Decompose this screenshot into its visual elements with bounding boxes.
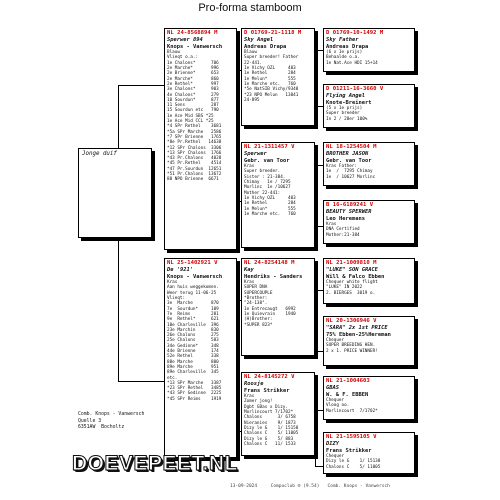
info-line: 1e Quievrain 1940 [244,311,296,317]
info-line: *23 SPr Rethel 3485 [167,386,222,392]
pigeon-name: Roosje [244,381,264,387]
breeder-name: 75% Ebben-25%Hereman [326,331,391,338]
info-line: 1e / 7295 Chimay [326,169,373,175]
info-line: Morlincourt 7/1702* [326,408,378,414]
breeder-name: Knote-Breinert [326,99,372,106]
info-line: Dgbt GBas x Dizy. [244,404,288,410]
ring-number: NL 20-1306946 V [326,318,377,324]
info-line: 1e Entrecaugt 6992 [244,306,296,312]
info-line: 7e Sourdun* 109 [167,306,219,312]
info-line: Kras Father: [326,164,358,170]
pigeon-name: Flying Angel [326,93,365,99]
info-line: (6 x 1e prijs) [326,50,363,56]
mother-box [164,258,237,458]
ring-number: NL 21-1009810 M [326,260,377,266]
info-line: *8e Pr.Rethel 14638 [167,140,222,146]
info-line: 1e Rethel 284 [244,201,296,207]
mother-sire-box [241,258,315,356]
info-line: SUPER DNA [244,285,268,291]
info-line: 89e Charleville 345 [167,370,219,376]
subject-name: Jonge duif [82,151,117,157]
father-sire-box [241,28,315,126]
info-line: Kras [326,222,337,228]
info-line: "24-138". [244,301,268,307]
owner-line: 6351AW Bocholtz [78,425,125,430]
info-line: *7 SPr Brienne 1765 [167,134,222,140]
info-line: Mother:21-384 [326,232,360,238]
info-line: 52e Rethel 338 [167,354,219,360]
breeder-name: W. & F. EBBEN [326,391,369,398]
info-line: *13 SPr Chalons 1766 [167,150,222,156]
info-line: 10 Sourdun* 877 [167,97,219,103]
info-line: 1e Melun* 555 [244,76,296,82]
owner-line: Quelle 3 [78,418,102,424]
info-line: 88e Marche 800 [167,359,219,365]
info-line: Kras [244,280,255,286]
info-line: 34e Gedinne* 348 [167,343,219,349]
info-line: 44e Brienne 174 [167,349,219,355]
page-title: Pro-forma stamboom [198,2,302,14]
info-line: Super breeder [326,111,360,117]
ring-number: D 01769-10-1492 M [326,30,384,36]
fm-dam-box [323,200,415,244]
info-line: 1e Vichy OZL 403 [244,66,296,72]
info-line: Zomer jong! [244,399,273,405]
info-line: 22-441. [244,60,263,66]
ring-number: NL 24-8145272 V [244,374,295,380]
info-line: SUPERCOUPLE [244,290,273,296]
ring-number: D 01769-21-1118 M [244,30,302,36]
ring-number: NL 21-1311457 V [244,144,295,150]
info-line: Morlincourt 7/1702* [244,410,294,416]
info-line: Super breeder! Father [244,55,299,61]
info-line: 1e Rethel 284 [244,71,296,77]
info-line: 15 Sourdun etc 790 [167,108,219,114]
info-line: Morlinc 1e /10627 [244,185,291,191]
info-line: Vloog oo. [326,403,350,409]
info-line: 2e Marche* 996 [167,66,219,72]
info-line: Dizy le G 1/ 15158 [244,425,299,431]
breeder-name: Hendriks - Sanders [244,273,303,280]
info-line: SUPER BREEDING HEN. [326,343,376,349]
info-line: Chalons 3/ 6758 [244,415,296,421]
info-line: 26e Chalons 275 [167,333,219,339]
pigeon-name: Sky Angel [244,37,274,43]
info-line: 2e Brienne* 653 [167,71,219,77]
pigeon-name: BEAUTY SPERWER [326,209,372,215]
fm-sire-box [323,142,415,186]
info-line: 1e Vichy OZL 403 [244,195,296,201]
info-line: etc. [167,375,178,381]
info-line: Vlieqt o.a.: [167,55,199,61]
info-line: Chalons C 5/ 11005 [244,431,299,437]
mf-dam-box [323,316,415,366]
info-line: *12 SPr Chalons 3306 [167,145,222,151]
ff-dam-box [323,84,415,128]
info-line: *4 SPr Rethel 3681 [167,124,222,130]
ring-number: B 16-6189241 V [326,202,374,208]
info-line: 1e / 10627 Morlinc [326,174,376,180]
info-line: Kras [244,164,255,170]
info-line: 1e Nat.Ace HDI 15+14 [326,60,378,66]
info-line: 1e Chalons* 706 [167,60,219,66]
ring-number: NL 24-8568894 M [167,30,218,36]
info-line: *47 Pr.Sourdun 12651 [167,166,222,172]
pigeon-name: Kay [244,267,254,273]
pigeon-name: Sperwer [244,151,267,157]
pigeon-name: "SARA" 2x 1st PRICE [326,325,388,331]
info-line: Chimay 1e / 7295 [244,180,291,186]
info-line: (H)Brother: [244,317,273,323]
ff-sire-box [323,28,415,72]
info-line: Chalons C 5/ 11005 [326,464,381,470]
breeder-name: Will & Falco Ebben [326,273,385,280]
info-line: Chequer [326,398,345,404]
info-line: "LUKE" IN 2022 [326,285,363,291]
info-line: *51 Pr.Chalons 13672 [167,172,222,178]
pigeon-name: Sky Father [326,37,359,43]
info-line: Mother 22-441: [244,190,281,196]
watermark-logo: DOEVEPEET.NL [72,452,238,475]
info-line: 10e Charleville 396 [167,322,219,328]
info-line: Super breeder. [244,169,281,175]
info-line: Chalons C 11/ 1533 [244,441,296,447]
info-line: 11 Sens 287 [167,103,219,109]
father-dam-box [241,142,315,248]
info-line: 1e Marche etc. 760 [244,211,296,217]
info-line: *5e NatSIB Vichy/9348 [244,87,299,93]
info-line: 3e Chalons* 903 [167,87,219,93]
info-line: 24-895 [244,97,260,103]
info-line: *SUPER 823* [244,322,273,328]
info-line: Vlieqt: [167,296,186,302]
ring-number: D 01211-16-3660 V [326,86,384,92]
breeder-name: Frans Strikker [326,447,372,454]
mf-sire-box [323,258,415,304]
info-line: Nieranies 9/ 1873 [244,420,296,426]
info-line: 7e Reims 281 [167,311,219,317]
pigeon-name: De '921' [167,267,193,273]
ring-number: NL 24-8254148 M [244,260,295,266]
pigeon-name: Sperwer 894 [167,37,203,43]
mm-sire-box [323,376,415,420]
info-line: Behaalde o.a. [326,55,360,61]
info-line: *Brother: [244,296,268,302]
info-line: Chequer white flight [326,280,378,286]
ring-number: NL 21-1595105 V [326,434,377,440]
info-line: *23 NPO Melun 13041 [244,92,299,98]
breeder-name: Andreas Drapa [244,43,287,50]
info-line: *43 SPr Gedinne 2225 [167,391,222,397]
info-line: Blauw [167,50,180,56]
pigeon-name: GBAS [326,385,339,391]
breeder-name: Knops - Vanwersch [167,43,223,50]
info-line: Chequer [326,338,345,344]
info-line: 1e Ace Mid SBS *25 [167,113,214,119]
footer-text: 13-09-2024 Compuclub ® (9.54) Comb. Knops - Vanwersch [230,484,390,489]
father-box [164,28,237,250]
pigeon-name: BROTHER JASON [326,151,369,157]
info-line: 3e Marche 870 [167,301,219,307]
info-line: 4e Chalons* 279 [167,92,219,98]
info-line: 23e Marchin 830 [167,327,219,333]
info-line: 89e Marche 951 [167,364,219,370]
subject-box [78,148,152,238]
breeder-name: Leo Heremans [326,215,365,222]
info-line: 2e Marche* 860 [167,76,219,82]
breeder-name: Knops - Vanwersch [167,273,223,280]
ring-number: NL 18-1254504 M [326,144,377,150]
info-line: Kras [167,280,178,286]
breeder-name: Andreas Drapa [326,43,369,50]
info-line: 2 x 1. PRICE WINNER! [326,348,378,354]
breeder-name: Gebr. van Toor [244,157,290,164]
info-line: 1e Marche etc. 760 [244,81,296,87]
info-line: DNA Certified [326,227,360,233]
info-line: *45 SPr Reims 1919 [167,396,222,402]
info-line: *43 Pr.Chalons 4028 [167,156,222,162]
owner-line: Comb. Knops - Vanwersch [78,412,145,417]
info-line: Weer terug 11-06-25 [167,290,217,296]
info-line: 25e Chalons 583 [167,338,219,344]
info-line: (5 x 1e prijs) [326,106,363,112]
mm-dam-box [323,432,415,474]
info-line: 2. BIERGES 3019 o. [326,290,376,296]
info-line: Dizy le G 5/ 883 [244,436,294,442]
owner-block [78,412,144,432]
info-line: *45 Pr.Rethel 4514 [167,161,222,167]
info-line: *5a SPr Marche 2586 [167,129,222,135]
ring-number: NL 21-1004603 [326,378,370,384]
ring-number: NL 25-1402921 V [167,260,218,266]
info-line: 1e Melun* 555 [244,206,296,212]
info-line: 2e Rethel* 997 [167,81,219,87]
breeder-name: Frans Strikker [244,387,290,394]
info-line: Dizy le G 1/ 15138 [326,459,381,465]
pigeon-name: "LUKE" SON GRACE [326,267,378,273]
info-line: 88 NPO Brienne 6671 [167,177,219,183]
info-line: Chequer [326,454,345,460]
info-line: *13 SPr Marche 3387 [167,380,222,386]
info-line: Kras [244,394,255,400]
info-line: 1e Ace Mid CCL *25 [167,119,214,125]
info-line: In 2 / 28er 100% [326,116,368,122]
info-line: Blauw [244,50,257,56]
pigeon-name: DIZY [326,441,339,447]
mother-dam-box [241,372,315,456]
info-line: Aan huis weggekomen. [167,285,219,291]
info-line: Sister : 21-384. [244,174,286,180]
breeder-name: Gebr. van Toor [326,157,372,164]
info-line: 9e Rethel* 621 [167,317,219,323]
